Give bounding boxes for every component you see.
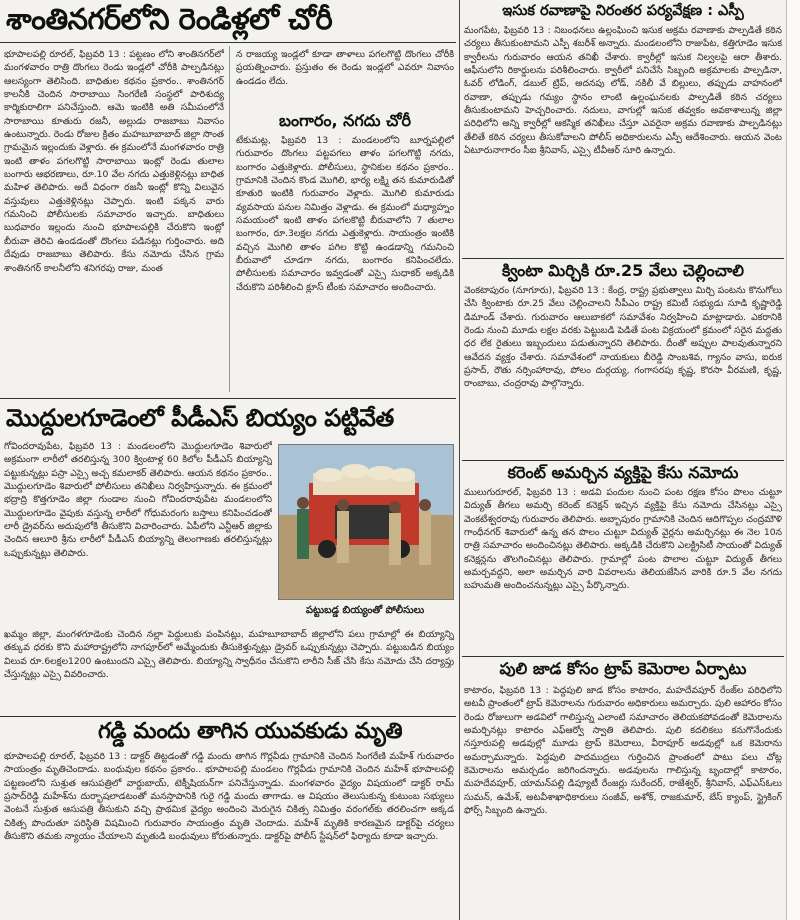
story8-headline: పులి జాడ కోసం ట్రాప్ కెమెరాల ఏర్పాటు: [499, 659, 747, 678]
story5-body: మంగపేట, ఫిబ్రవరి 13 : నిబంధనలు ఉల్లంఘించి ఇసుక అక్రమ రవాణాకు పాల్పడితే కఠిన చర్యలు తీసుకుంటామని ఎస్పీ శబరీశ్ అన్నారు. మండలంలోని రాజుపేట, కత్తిగూడెం ఇసుక క్వారీలను గురువారం ఆయన తనిఖీ చేశారు. క్వారీల్లో ఇసుక నిల్వలపై ఆరా తీశారు. ఆఫీసులోని రికార్డులను పరిశీలించారు. క్వారీలో పనిచేసే సిబ్బంది అక్రమాలకు పాల్పడినా, ఓవర్ లోడింగ్, డబుల్ ట్రిప్, అదనపు లోడ్, నకిలీ వే బిల్లులు, తప్పుడు వాహనంలో రవాణా, తప్పుడు గమ్యం స్థానం లాంటి ఉల్లంఘనలకు పాల్పడితే కఠిన చర్యలు తీసుకుంటామని హెచ్చరించారు. నదులు, వాగుల్లో ఇసుక తవ్వకం అవకాశాలున్న జిల్లా పరిధిలోని అన్ని క్వారీల్లో ఆకస్మిక తనిఖీలు చేస్తూ ఎవరైనా అక్రమ రవాణాకు పాల్పడినట్లు తేలితే కఠిన చర్యలు తీసుకోవాలని పోలీస్ అధికారులను ఎస్పీ ఆదేశించారు. ఆయన వెంట ఏటూరునాగారం సీఐ శ్రీనివాస్, ఎస్సై టీవీఆర్ సూరి ఉన్నారు.: [464, 25, 782, 157]
story4-headline: గడ్డి మందు తాగిన యువకుడు మృతి: [97, 719, 403, 744]
story3-headline: మొద్దులగూడెంలో పీడీఎస్ బియ్యం పట్టివేత: [6, 404, 394, 432]
story7-body: ములుగురూరల్, ఫిబ్రవరి 13 : అడవి పందుల నుంచి పంట రక్షణ కోసం పొలం చుట్టూ విద్యుత్ తీగలు అమర్చి కరెంట్ కనెక్షన్ ఇచ్చిన వ్యక్తిపై కేసు నమోదు చేసినట్లు ఎస్సై వెంకటేశ్వరరావు గురువారం తెలిపారు. అబ్బాపురం గ్రామానికి చెందిన ఆదిగొప్పల చంద్రమౌళి గాంధీనగర్ శివారులో ఉన్న తన పొలం చుట్టూ విద్యుత్ వైర్లను అమర్చినట్లు ఈ నెల 10న రాత్రి సమాచారం అందించినట్లు తెలిపారు. అక్కడికి చేరుకొని ఎలక్ట్రిసిటీ సాయంతో విద్యుత్ కనెక్షన్లను తొలగించినట్లు తెలిపారు. గ్రామాల్లో పంట పొలాల చుట్టూ విద్యుత్ తీగలు అమర్చవద్దని, అలా అమర్చిన వారి వివరాలను తెలియజేసిన వారికి రూ.5 వేల నగదు బహుమతి అందించనున్నట్లు ఎస్సై పేర్కొన్నారు.: [464, 487, 782, 592]
police-rice-photo: [278, 444, 454, 600]
story1-column-1: భూపాలపల్లి రూరల్, ఫిబ్రవరి 13 : పట్టణం లోని శాంతినగర్‌లో మంగళవారం రాత్రి దొంగలు రెండు ఇండ్లలో చోరీకి పాల్పడినట్లు ఆలస్యంగా తెలిసింది. బాధితుల కథనం ప్రకారం.. శాంతినగర్ కాలనీకి చెందిన సారాబాయి సింగరేణి సంస్థలో పారిశుద్య కార్మికురాలిగా పనిచేస్తుంది. ఆమె ఇంటికి అతి సమీపంలోనే సారాబాయి కూతురు రజనీ, అల్లుడు రాజబాబు నివాసం ఉంటున్నారు. రెండు రోజుల క్రితం మహబూబాబాద్ జిల్లా సొంత గ్రామమైన ఇల్లందుకు వెళ్లారు. ఈ క్రమంలోనే మంగళవారం రాత్రి ఇంటి తాళం పగలగొట్టి సారాబాయి ఇంట్లో రెండు తులాల బంగారు ఆభరణాలు, రూ.10 వేల నగదు ఎత్తుకెళ్లినట్లు బాధిత మహిళ తెలిపారు. అదే విధంగా రజనీ ఇంట్లో కొన్ని విలువైన వస్తువులు ఎత్తుకెళ్లినట్లు చెప్పారు. ఇంటి పక్కన వారు గమనించి పోలీసులకు సమాచారం ఇచ్చారు. బాధితులు బుధవారం ఇల్లందు నుంచి భూపాలపల్లికి చేరుకొని ఇంట్లో బీరువా తెరిచి ఉండడంతో దొంగలు పడినట్లు గుర్తించారు. అది దేవుడు రాజబాబు తెలిపారు. కేసు నమోదు చేసిన గ్రామ శాంతినగర్ కాలనీలోని శనిగరపు రాజు, మంత: [4, 49, 224, 274]
story1-headline: శాంతినగర్‌లోని రెండిళ్లలో చోరీ: [6, 2, 333, 36]
right-section: [462, 0, 784, 920]
story3-body-top: గోవిందరావుపేట, ఫిబ్రవరి 13 : మండలంలోని మొద్దులగూడెం శివారులో అక్రమంగా లారీలో తరలిస్తున్న 300 క్వింటాళ్ల 60 కిలోల పీడీఎస్ బియ్యాన్ని పట్టుకున్నట్లు పస్రా ఎస్సై అచ్చ కమలాకర్ తెలిపారు. ఆయన కథనం ప్రకారం.. మొద్దులగూడెం శివారులో పోలీసులు తనిఖీలు నిర్వహిస్తున్నారు. ఈ క్రమంలో భద్రాద్రి కొత్తగూడెం జిల్లా గుండాల నుంచి గోవిందరావుపేట మండలంలోని మొద్దులగూడెం వైపుకు వస్తున్న లారీలో గోధుమరంగు బస్తాలు కనిపించడంతో లారీ డ్రైవర్‌ను అదుపులోకి తీసుకొని విచారించారు. ఏపీలోని ఎన్టీఆర్ జిల్లాకు చెందిన ఆలూరి శ్రీను లారీలో పీడీఎస్ బియ్యాన్ని తెలంగాణకు తరలిస్తున్నట్లు ఒప్పుకున్నట్లు తెలిపారు.: [4, 441, 272, 559]
story7-headline: కరెంట్ అమర్చిన వ్యక్తిపై కేసు నమోదు: [507, 463, 739, 482]
story8-body: కాటారం, ఫిబ్రవరి 13 : పెద్దపులి జాడ కోసం కాటారం, మహదేవపూర్ రేంజ్‌ల పరిధిలోని అటవీ ప్రాంతంలో ట్రాప్ కెమెరాలను గురువారం అధికారులు అమర్చారు. పులి ఆహారం కోసం రెండు రోజులుగా అడవిలో గాలిస్తున్న ఎలాంటి సమాచారం తెలియకపోవడంతో కెమెరాలను అమర్చినట్లు కాటారం ఎఫ్ఆర్వో స్వాతి తెలిపారు. పులి కదలికలు కనుగొనేందుకు నస్తూరుపల్లి అడవుల్లో మూడు ట్రాప్ కెమెరాలు, వీరాపూర్ అడవుల్లో ఒక కెమెరాను అమర్చామన్నారు. పెద్దపులి పాదముద్రలు గుర్తించిన ప్రాంతంలో పాటు పలు చోట్ల కెమెరాలను అమర్చడం జరిగిందన్నారు. అడవులను గాలిస్తున్న బృందాల్లో కాటారం, మహదేవపూర్, యామన్‌పల్లి డిప్యూటీ రేంజర్లు సురేందర్, రాజేశ్వర్, శ్రీనివాస్, ఎఫ్ఎస్ఓలు సుమన్, ఉమేశ్, అటవీశాఖాధికారులు సంజీవ్, అశోక్, రాజకుమార్, బేస్ క్యాంప్, స్ట్రైకింగ్ ఫోర్స్ సిబ్బంది ఉన్నారు.: [464, 685, 782, 817]
adjacent-page-edge: [786, 0, 800, 920]
story6-body: వెంకటాపురం (నూగూరు), ఫిబ్రవరి 13 : కేంద్ర, రాష్ట్ర ప్రభుత్వాలు మిర్చి పంటను కొనుగోలు చేసి క్వింటాకు రూ.25 వేలు చెల్లించాలని సీపీఎం రాష్ట్ర కమిటీ సభ్యుడు సూడి కృష్ణారెడ్డి డిమాండ్ చేశారు. గురువారం ఆలుబాకలో సమావేశం నిర్వహించి మాట్లాడారు. ఎకరానికి రెండు నుంచి మూడు లక్షల వరకు పెట్టుబడి పెడితే పంట విక్రయంలో క్రమంలో సరైన మద్దతు ధర లేక రైతులు ఇబ్బందులు పడుతున్నారని తెలిపారు. దీంతో అప్పుల పాలవుతున్నారని ఆవేదన వ్యక్తం చేశారు. సమావేశంలో నాయకులు బీరెడ్డి సాంబశివ, గ్యానం వాసు, ఐరుక ప్రసాద్, రౌతు నర్సింహారావు, పోలం దుర్గయ్య, గంగాసరపు కృష్ణ, కొరసా వీరమణి, కృష్ణ, రాంబాబు, చంద్రరావు పాల్గొన్నారు.: [464, 285, 782, 390]
story1-column-2: న రాజయ్య ఇండ్లలో కూడా తాళాలు పగలగొట్టి దొంగలు చోరీకి ప్రయత్నించారు. ప్రస్తుతం ఈ రెండు ఇండ్లలో ఎవరూ నివాసం ఉండడం లేదు.: [236, 49, 454, 87]
rice-lorry-image: [279, 445, 453, 599]
story6-headline: క్వింటా మిర్చికి రూ.25 వేలు చెల్లించాలి: [502, 261, 744, 280]
story5-headline: ఇసుక రవాణాపై నిరంతర పర్యవేక్షణ : ఎస్పీ: [502, 3, 744, 19]
photo-caption: పట్టుబడ్డ బియ్యంతో పోలీసులు: [305, 605, 425, 616]
story2-body: టేకుమట్ల, ఫిబ్రవరి 13 : మండలంలోని బూర్నపల్లిలో గురువారం దొంగలు పట్టపగలు తాళం పగలగొట్టి నగదు, బంగారం ఎత్తుకెళ్లారు. పోలీసులు, స్థానికుల కథనం ప్రకారం.. గ్రామానికి చెందిన కొండ మొగిలి, భార్య లక్ష్మి తన కుమారుడితో కూతురి ఇంటికి గురువారం వెళ్లారు. మొగిలి కుమారుడు వ్యవసాయ పనుల నిమిత్తం వెళ్లాడు. ఈ క్రమంలో మధ్యాహ్నం సమయంలో ఇంటి తాళం పగలకొట్టి బీరువాలోని 7 తులాల బంగారం, రూ.3లక్షల నగదు ఎత్తుకెళ్లారు. సాయంత్రం ఇంటికి వచ్చిన మొగిలి తాళం పగిల కొట్టి ఉండడాన్ని గమనించి బీరువాలో చూడగా నగదు, బంగారం కనిపించలేదు. పోలీసులకు సమాచారం ఇవ్వడంతో ఎస్సై సుధాకర్ అక్కడికి చేరుకొని పరిశీలించి క్లూస్ టీంకు సమాచారం అందించారు.: [236, 135, 454, 293]
story3-body-full: ఖమ్మం జిల్లా, మంగళగూడెంకు చెందిన నల్లా పెద్దులుకు పంపినట్లు, మహబూబాబాద్ జిల్లాలోని పలు గ్రామాల్లో ఈ బియ్యాన్ని తక్కువ ధరకు కొని మహారాష్ట్రలోని నాగపూర్‌లో అమ్మేందుకు తీసుకెళ్తున్నట్లు డ్రైవర్ ఒప్పుకున్నట్లు చెప్పారు. పట్టుబడిన బియ్యం విలువ రూ.6లక్షల1200 ఉంటుందని ఎస్సై తెలిపారు. బియ్యాన్ని స్వాధీనం చేసుకొని లారీని సీజ్ చేసి కేసు నమోదు చేసి దర్యాప్తు చేస్తున్నట్లు ఎస్సై వివరించారు.: [4, 629, 454, 681]
story4-body: భూపాలపల్లి రూరల్, ఫిబ్రవరి 13 : డాక్టర్ తిట్టడంతో గడ్డి మందు తాగిన గొర్లవీడు గ్రామానికి చెందిన సింగరేణి మహేశ్ గురువారం సాయంత్రం మృతిచెందాడు. బంధువుల కథనం ప్రకారం.. భూపాలపల్లి మండలం గొర్లవీడు గ్రామానికి చెందిన మహేశ్ భూపాలపల్లి పట్టణంలోని సుశ్రుత ఆసుపత్రిలో వార్డుబాయ్, టెక్నీషియన్‌గా పనిచేస్తున్నాడు. మంగళవారం వైద్యం విషయంలో డాక్టర్ రామ్ ప్రసాద్‌రెడ్డి మహేశ్‌ను దుర్భాషలాడటంతో మనస్తాపానికి గురై గడ్డి మందు తాగాడు. ఆ విషయం తెలుసుకున్న కుటుంబ సభ్యులు వెంటనే సుశ్రుత ఆసుపత్రి తీసుకుని వచ్చి ప్రాథమిక వైద్యం అందించి మెరుగైన చికిత్స నిమిత్తం వరంగల్‌కు తరలించగా అక్కడ చికిత్స పొందుతూ పరిస్థితి విషమించి గురువారం సాయంత్రం మృతి చెందాడు. మహేశ్ మృతికి కారణమైన డాక్టర్‌పై చర్యలు తీసుకొని తమకు న్యాయం చేయాలని మృతుడి బంధువులు కోరుతున్నారు. డాక్టర్‌పై పోలీస్ స్టేషన్‌లో ఫిర్యాదు కూడా ఇచ్చారు.: [4, 751, 454, 843]
story2-headline: బంగారం, నగదు చోరీ: [279, 111, 411, 130]
